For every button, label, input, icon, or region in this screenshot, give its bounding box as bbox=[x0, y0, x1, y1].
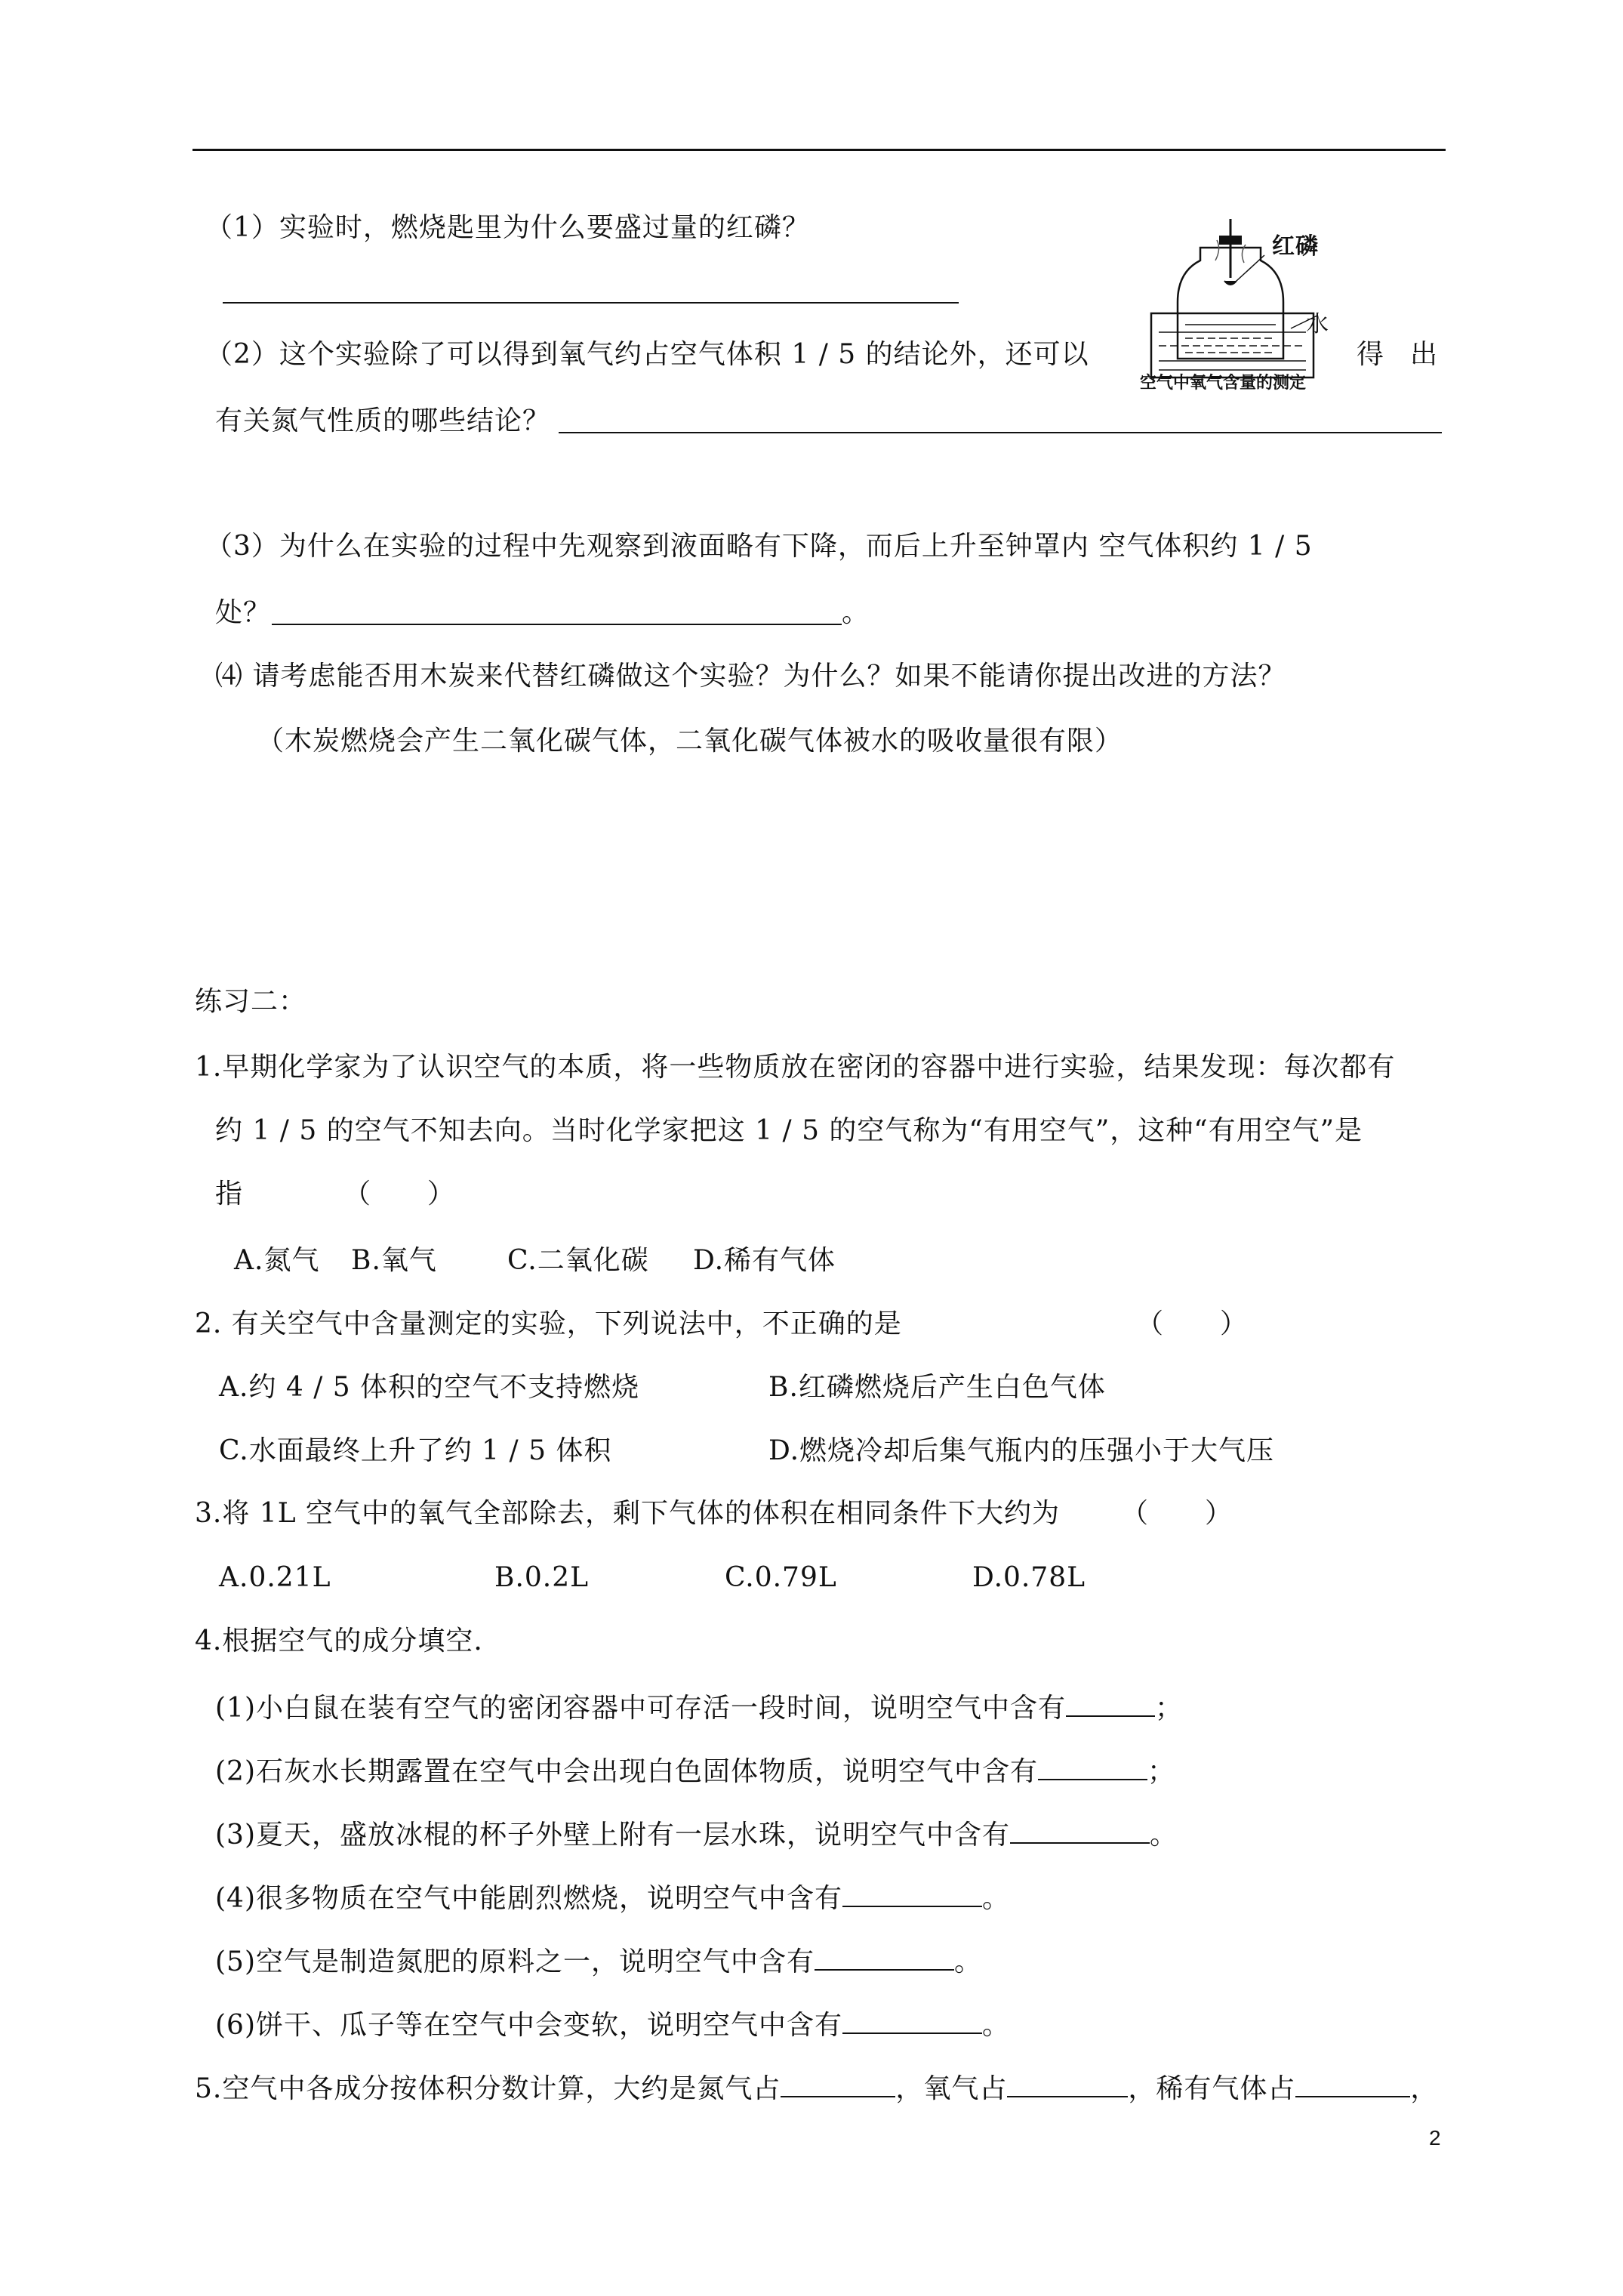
answer-line-2 bbox=[559, 432, 1442, 433]
p2-q1-option-a: A.氮气 bbox=[234, 1245, 320, 1276]
question-2-line-1: （2）这个实验除了可以得到氧气约占空气体积 1 / 5 的结论外，还可以 bbox=[205, 339, 1089, 370]
p2-question-3-paren: （ ） bbox=[1121, 1498, 1233, 1529]
p2-question-1-line-2: 约 1 / 5 的空气不知去向。当时化学家把这 1 / 5 的空气称为“有用空气”，这种“有用空气”是 bbox=[215, 1115, 1363, 1146]
p2-q4-item-3-text: (3)夏天，盛放冰棍的杯子外壁上附有一层水珠，说明空气中含有 bbox=[215, 1820, 1010, 1851]
question-3-line-1: （3）为什么在实验的过程中先观察到液面略有下降，而后上升至钟罩内 空气体积约 1 / 5 bbox=[205, 531, 1313, 562]
p2-question-2-paren: （ ） bbox=[1136, 1308, 1249, 1339]
p2-q2-option-d: D.燃烧冷却后集气瓶内的压强小于大气压 bbox=[768, 1435, 1275, 1466]
blank bbox=[1007, 2069, 1128, 2097]
p2-q2-option-b: B.红磷燃烧后产生白色气体 bbox=[768, 1372, 1106, 1403]
p2-q5-part-c: ，稀有气体占 bbox=[1128, 2073, 1296, 2104]
p2-q4-item-2-end: ； bbox=[1147, 1756, 1176, 1787]
question-3-line-2-end: 。 bbox=[842, 597, 870, 628]
p2-q2-option-c: C.水面最终上升了约 1 / 5 体积 bbox=[219, 1435, 612, 1466]
p2-q4-item-6-end: 。 bbox=[982, 2010, 1011, 2041]
p2-q4-item-5-text: (5)空气是制造氮肥的原料之一，说明空气中含有 bbox=[215, 1946, 815, 1977]
p2-q3-option-c: C.0.79L bbox=[725, 1562, 837, 1593]
p2-q4-item-4-end: 。 bbox=[982, 1883, 1011, 1914]
label-water: 水 bbox=[1306, 311, 1329, 337]
p2-q4-item-5 bbox=[215, 1942, 982, 1979]
p2-q5-part-d: ， bbox=[1410, 2073, 1439, 2104]
p2-question-1-line-1: 1.早期化学家为了认识空气的本质，将一些物质放在密闭的容器中进行实验，结果发现：每次都有 bbox=[195, 1052, 1396, 1083]
question-4: ⑷ 请考虑能否用木炭来代替红磷做这个实验？为什么？如果不能请你提出改进的方法？ bbox=[215, 661, 1286, 692]
header-rule bbox=[192, 149, 1446, 151]
p2-q4-item-4-text: (4)很多物质在空气中能剧烈燃烧，说明空气中含有 bbox=[215, 1883, 842, 1914]
question-2-line-2: 有关氮气性质的哪些结论？ bbox=[215, 405, 551, 436]
blank bbox=[842, 2005, 982, 2034]
p2-question-2: 2. 有关空气中含量测定的实验，下列说法中，不正确的是 bbox=[195, 1308, 902, 1339]
p2-q1-option-b: B.氧气 bbox=[351, 1245, 437, 1276]
p2-q4-item-4 bbox=[215, 1878, 1010, 1915]
p2-q4-item-1-end: ； bbox=[1155, 1693, 1184, 1724]
p2-q3-option-b: B.0.2L bbox=[494, 1562, 590, 1593]
figure-caption: 空气中氧气含量的测定 bbox=[1140, 374, 1307, 393]
blank bbox=[815, 1942, 954, 1971]
p2-q4-item-2-text: (2)石灰水长期露置在空气中会出现白色固体物质，说明空气中含有 bbox=[215, 1756, 1038, 1787]
label-phosphorus: 红磷 bbox=[1272, 233, 1319, 260]
question-2-tail-b: 出 bbox=[1410, 339, 1439, 370]
p2-q4-item-3 bbox=[215, 1815, 1178, 1852]
p2-q4-item-2 bbox=[215, 1752, 1175, 1789]
p2-q4-item-5-end: 。 bbox=[954, 1946, 983, 1977]
oxygen-measurement-apparatus bbox=[1132, 219, 1347, 396]
p2-q1-option-c: C.二氧化碳 bbox=[507, 1245, 649, 1276]
p2-question-1-paren: （ ） bbox=[343, 1179, 456, 1210]
question-4-answer: （木炭燃烧会产生二氧化碳气体，二氧化碳气体被水的吸收量很有限） bbox=[257, 726, 1123, 757]
blank bbox=[1066, 1688, 1155, 1717]
p2-q4-item-1-text: (1)小白鼠在装有空气的密闭容器中可存活一段时间，说明空气中含有 bbox=[215, 1693, 1066, 1724]
p2-q4-item-1 bbox=[215, 1688, 1183, 1725]
question-2-tail-a: 得 bbox=[1357, 339, 1385, 370]
p2-q4-item-3-end: 。 bbox=[1150, 1820, 1178, 1851]
practice-heading: 练习二： bbox=[195, 986, 307, 1017]
p2-q5-part-b: ，氧气占 bbox=[895, 2073, 1008, 2104]
p2-q3-option-d: D.0.78L bbox=[972, 1562, 1086, 1593]
blank bbox=[842, 1878, 982, 1907]
p2-q4-item-6 bbox=[215, 2005, 1010, 2042]
answer-line-1 bbox=[223, 302, 959, 304]
blank bbox=[781, 2069, 895, 2097]
p2-q5-part-a: 5.空气中各成分按体积分数计算，大约是氮气占 bbox=[195, 2073, 781, 2104]
p2-question-1-line-3: 指 bbox=[215, 1179, 244, 1210]
question-1: （1）实验时，燃烧匙里为什么要盛过量的红磷？ bbox=[205, 212, 810, 243]
p2-question-3: 3.将 1L 空气中的氧气全部除去，剩下气体的体积在相同条件下大约为 bbox=[195, 1498, 1061, 1529]
p2-q3-option-a: A.0.21L bbox=[219, 1562, 331, 1593]
blank bbox=[1295, 2069, 1410, 2097]
p2-q1-option-d: D.稀有气体 bbox=[693, 1245, 836, 1276]
p2-question-4: 4.根据空气的成分填空. bbox=[195, 1626, 483, 1657]
blank bbox=[1010, 1815, 1150, 1844]
page-number: 2 bbox=[1429, 2126, 1442, 2150]
p2-q4-item-6-text: (6)饼干、瓜子等在空气中会变软，说明空气中含有 bbox=[215, 2010, 842, 2041]
blank bbox=[1038, 1752, 1147, 1780]
p2-question-5 bbox=[195, 2069, 1438, 2106]
p2-q2-option-a: A.约 4 / 5 体积的空气不支持燃烧 bbox=[219, 1372, 640, 1403]
question-3-line-2-start: 处？ bbox=[215, 597, 272, 628]
answer-line-3 bbox=[272, 624, 842, 625]
